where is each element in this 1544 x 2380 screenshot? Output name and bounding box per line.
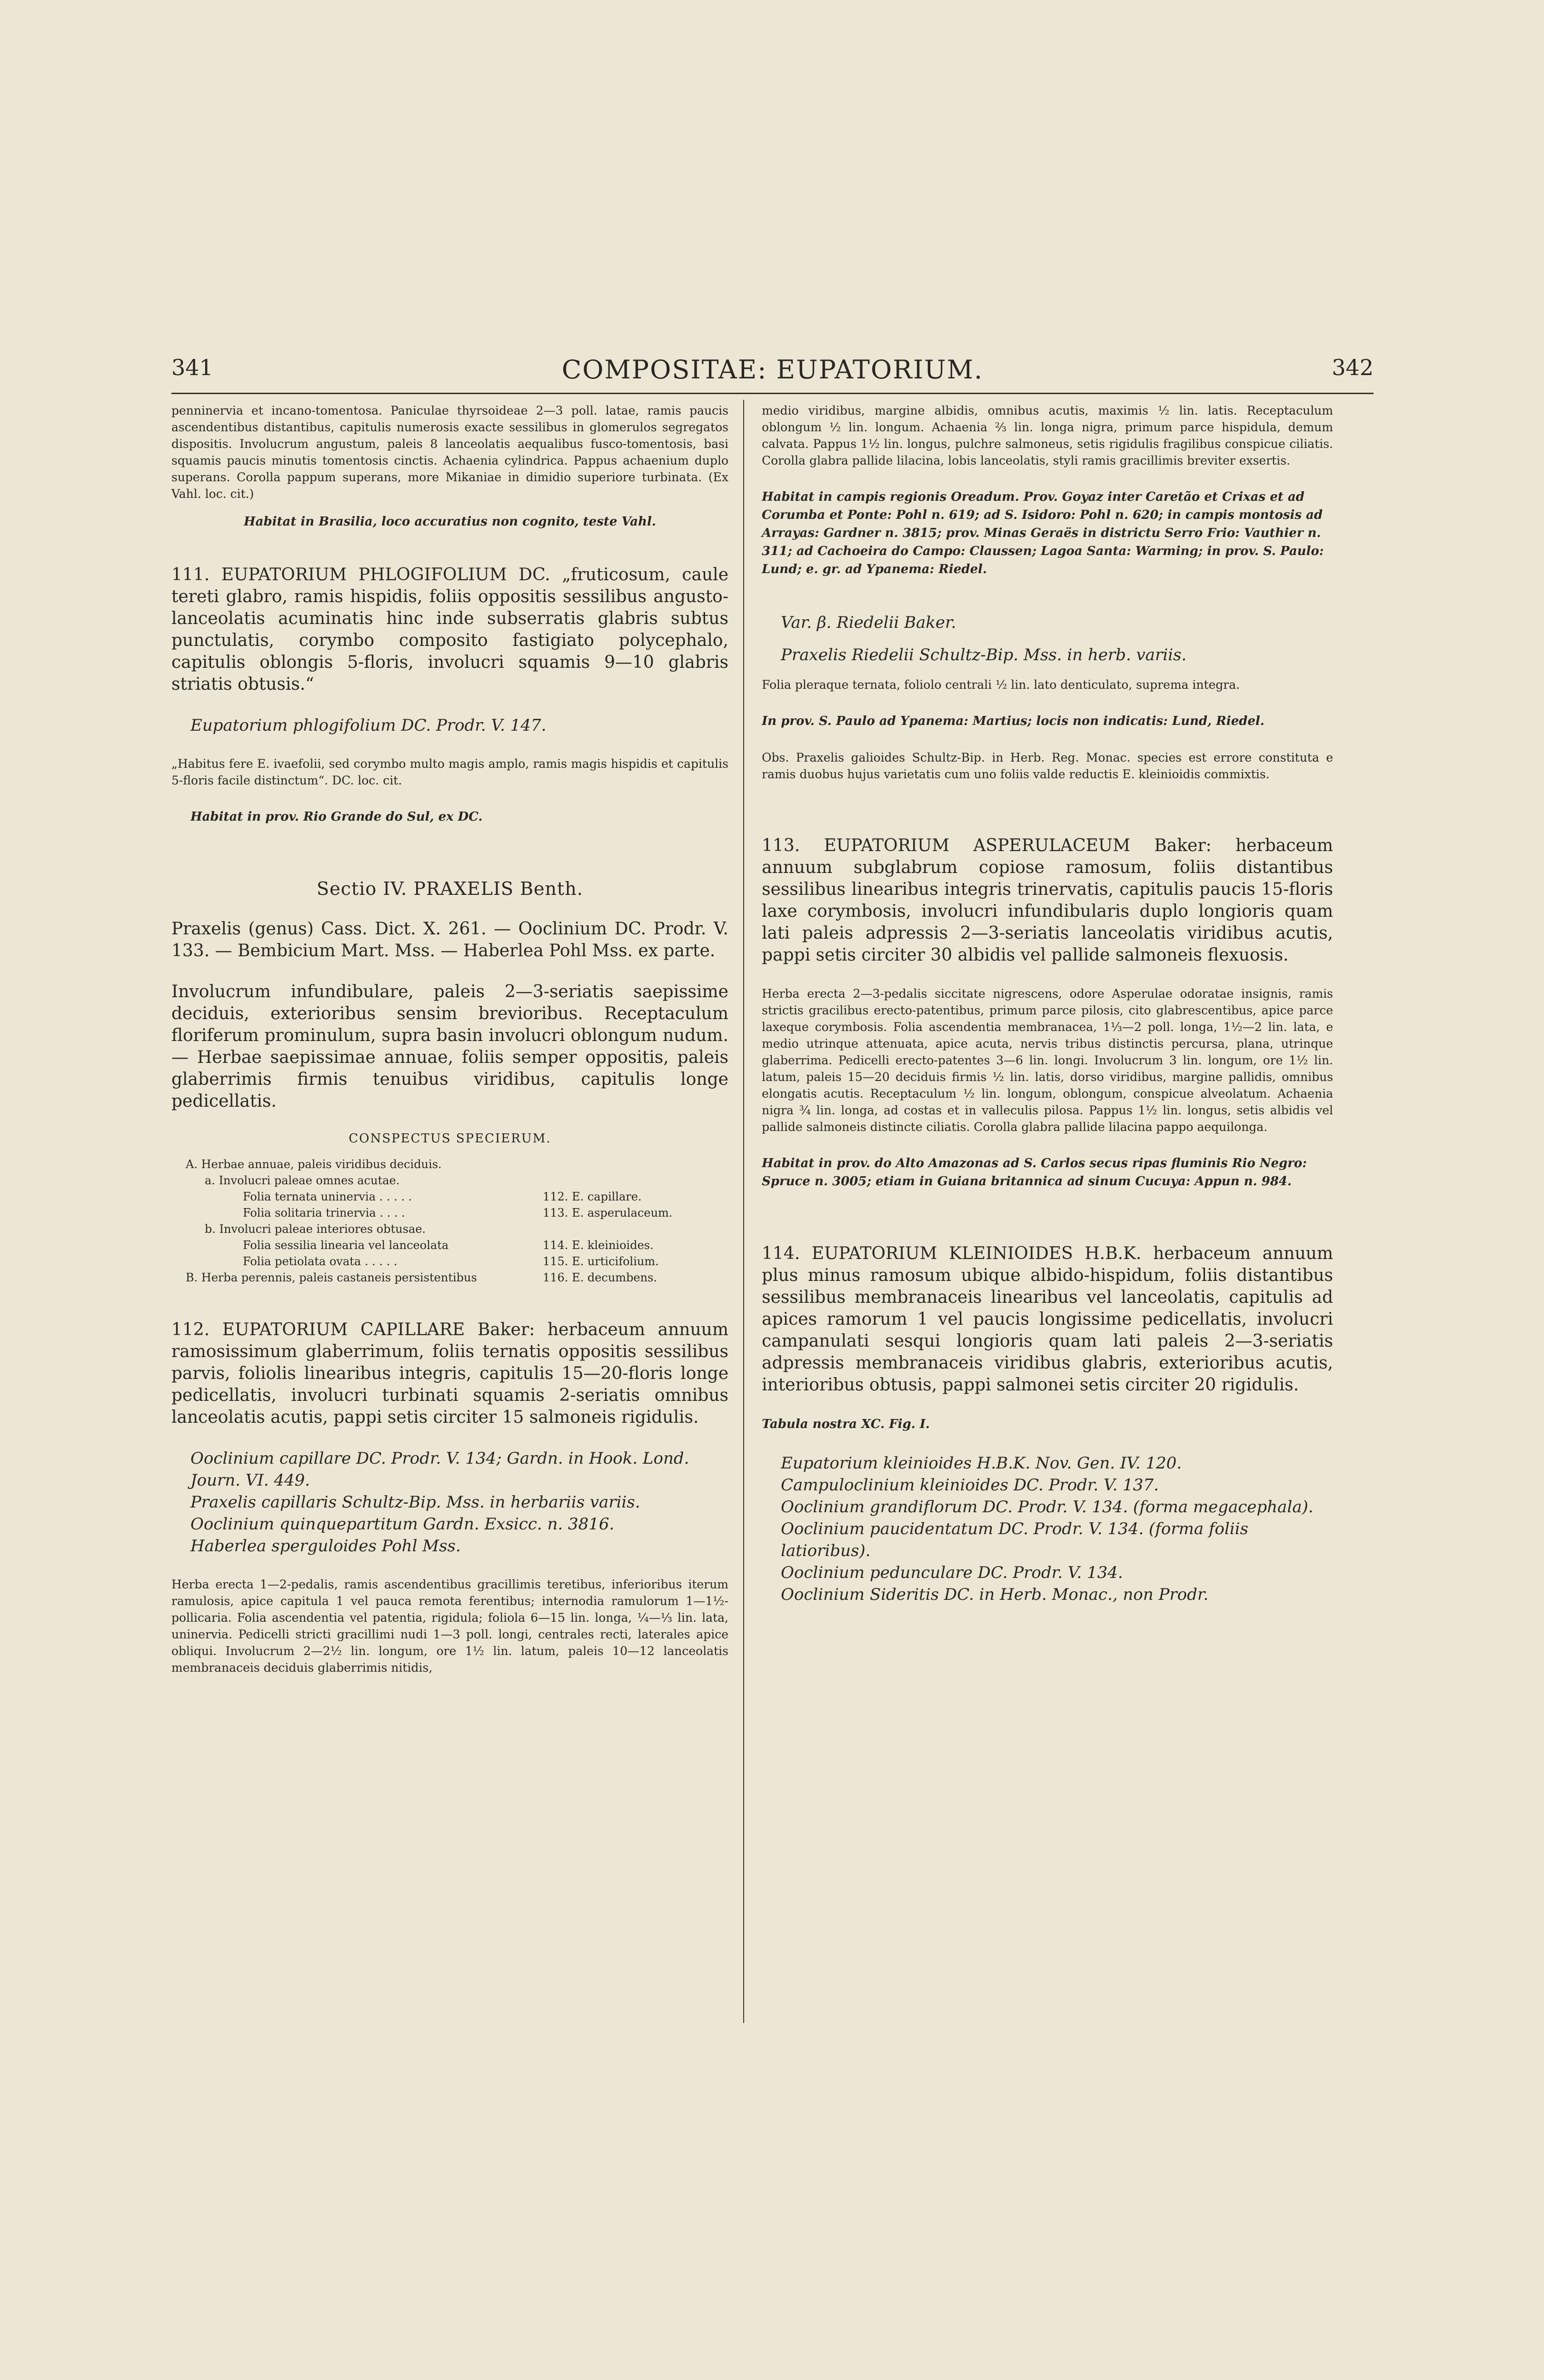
- variety-reference: Praxelis Riedelii Schultz-Bip. Mss. in herb. variis.: [781, 645, 1187, 664]
- species-111-reference: Eupatorium phlogifolium DC. Prodr. V. 147.: [190, 716, 547, 735]
- variety-habitat: In prov. S. Paulo ad Ypanema: Martius; locis non indicatis: Lund, Riedel.: [762, 714, 1265, 728]
- species-112-herba: Herba erecta 1—2-pedalis, ramis ascendentibus gracillimis teretibus, inferioribus iterum ramulosis, apice capitula 1 vel pauca remota ferentibus; internodia ramulorum 1—1½-pollicaria. Folia ascendentia vel patentia, rigidula; foliola 6—15 lin. longa, ¼—⅓ lin. lata, uninervia. Pedicelli stricti gracillimi nudi 1—3 poll. longi, centrales recti, laterales apice obliqui. Involucrum 2—2½ lin. longum, ore 1½ lin. latum, paleis 10—12 lanceolatis membranaceis deciduis glaberrimis nitidis,: [171, 1577, 728, 1675]
- key-line-text: A. Herbae annuae, paleis viridibus deciduis.: [186, 1158, 442, 1171]
- species-112-continuation: medio viridibus, margine albidis, omnibus acutis, maximis ½ lin. latis. Receptaculum oblongum ½ lin. longum. Achaenia ⅔ lin. longa nigra, primum parce hispidula, demum calvata. Pappus 1½ lin. longus, pulchre salmoneus, setis rigidulis fragilibus conspicue ciliatis. Corolla glabra pallide lilacina, lobis lanceolatis, styli ramis gracillimis breviter exsertis.: [762, 404, 1333, 467]
- key-line: [171, 1189, 728, 1205]
- key-line-species: 115. E. urticifolium.: [543, 1255, 659, 1268]
- reference-line: Ooclinium capillare DC. Prodr. V. 134; Gardn. in Hook. Lond. Journ. VI. 449.: [190, 1449, 689, 1490]
- left-column: [171, 402, 728, 1676]
- page-header: [171, 355, 1374, 393]
- species-113-habitat: Habitat in prov. do Alto Amazonas ad S. Carlos secus ripas fluminis Rio Negro: Spruce n. 3005; etiam in Guiana britannica ad sinum Cucuya: Appun n. 984.: [762, 1156, 1307, 1189]
- reference-line: Ooclinium grandiflorum DC. Prodr. V. 134. (forma megacephala).: [781, 1497, 1314, 1517]
- plate-reference: Tabula nostra XC. Fig. I.: [762, 1417, 930, 1431]
- key-line: [171, 1269, 728, 1286]
- page-number-left: 341: [171, 355, 213, 380]
- reference-line: Haberlea spergulοides Pohl Mss.: [190, 1537, 461, 1556]
- species-112-habitat: Habitat in campis regionis Oreadum. Prov. Goyaz inter Caretão et Crixas et ad Corumba et Ponte: Pohl n. 619; ad S. Isidoro: Pohl n. 620; in campis montosis ad Arrayas: Gardner n. 3815; prov. Minas Geraës in districtu Serro Frio: Vauthier n. 311; ad Cachoeira do Campo: Claussen; Lagoa Santa: Warming; in prov. S. Paulo: Lund; e. gr. ad Ypanema: Riedel.: [762, 490, 1324, 576]
- habitat-text: Habitat in Brasilia, loco accuratius non cognito, teste Vahl.: [244, 515, 656, 529]
- right-column: [762, 402, 1333, 1606]
- key-line-species: 114. E. kleinioides.: [543, 1239, 654, 1252]
- reference-line: Praxelis capillaris Schultz-Bip. Mss. in herbariis variis.: [190, 1493, 640, 1512]
- page-number-right: 342: [1332, 355, 1374, 380]
- key-line-species: 113. E. asperulaceum.: [543, 1206, 673, 1220]
- species-114-references: [762, 1452, 1333, 1606]
- reference-line: Campuloclinium kleinioides DC. Prodr. V. 137.: [781, 1476, 1159, 1495]
- key-line-text: Folia sessilia linearia vel lanceolata: [243, 1239, 449, 1252]
- reference-line: Ooclinium pedunculare DC. Prodr. V. 134.: [781, 1563, 1123, 1582]
- key-line: [171, 1253, 728, 1269]
- key-line: [171, 1205, 728, 1221]
- observation-note: Obs. Praxelis galioides Schultz-Bip. in Herb. Reg. Monac. species est errore constituta e ramis duobus hujus varietatis cum uno foliis valde reductis E. kleinioidis commixtis.: [762, 751, 1333, 781]
- species-114-description: 114. EUPATORIUM KLEINIOIDES H.B.K. herbaceum annuum plus minus ramosum ubique albido-hispidum, foliis distantibus sessilibus membranaceis linearibus vel lanceolatis, capitulis ad apices ramorum 1 vel paucis longissime pedicellatis, involucri campanulati sesqui longioris quam lati paleis 2—3-seriatis adpressis membranaceis viridibus glabris, exterioribus acutis, interioribus obtusis, pappi salmonei setis circiter 20 rigidulis.: [762, 1244, 1333, 1395]
- key-line-text: a. Involucri paleae omnes acutae.: [205, 1174, 400, 1187]
- key-line: [171, 1221, 728, 1237]
- conspectus-key: [171, 1156, 728, 1286]
- reference-line: Ooclinium paucidentatum DC. Prodr. V. 134. (forma foliis latioribus).: [781, 1519, 1248, 1560]
- section-title: Sectio IV. PRAXELIS Benth.: [317, 878, 583, 899]
- species-113-herba: Herba erecta 2—3-pedalis siccitate nigrescens, odore Asperulae odoratae insignis, ramis strictis gracilibus erecto-patentibus, primum parce pilosis, cito glabrescentibus, apice parce laxeque corymbosis. Folia ascendentia membranacea, 1⅓—2 poll. longa, 1½—2 lin. lata, e medio utrinque attenuata, apice acuta, nervis tribus distinctis percursa, plana, utrinque glaberrima. Pedicelli erecto-patentes 3—6 lin. longi. Involucrum 3 lin. longum, ore 1½ lin. latum, paleis 15—20 deciduis firmis ½ lin. latis, dorso viridibus, margine pallidis, omnibus elongatis acutis. Receptaculum ½ lin. longum, oblongum, conspicue alveolatum. Achaenia nigra ¾ lin. longa, ad costas et in valleculis pilosa. Pappus 1½ lin. longus, setis albidis vel pallide salmoneis distincte ciliatis. Corolla glabra pallide lilacina pappo aequilonga.: [762, 987, 1333, 1134]
- key-line-text: b. Involucri paleae interiores obtusae.: [205, 1222, 426, 1236]
- key-line: [171, 1172, 728, 1189]
- variety-description: Folia pleraque ternata, foliolo centrali ½ lin. lato denticulato, suprema integra.: [762, 678, 1240, 692]
- reference-line: Ooclinium Sideritis DC. in Herb. Monac., non Prodr.: [781, 1585, 1209, 1604]
- species-112-references: [171, 1448, 728, 1557]
- column-divider: [743, 400, 744, 2023]
- species-113-description: 113. EUPATORIUM ASPERULACEUM Baker: herbaceum annuum subglabrum copiose ramosum, foliis distantibus sessilibus linearibus integris trinervatis, capitulis paucis 15-floris laxe corymbosis, involucri infundibularis duplo longioris quam lati paleis adpressis 2—3-seriatis lanceolatis viridibus acutis, pappi setis circiter 30 albidis vel pallide salmoneis flexuosis.: [762, 836, 1333, 965]
- species-111-habitat: Habitat in prov. Rio Grande do Sul, ex DC.: [190, 810, 483, 824]
- reference-line: Eupatorium kleinioides H.B.K. Nov. Gen. IV. 120.: [781, 1454, 1182, 1473]
- key-line-text: B. Herba perennis, paleis castaneis persistentibus: [186, 1271, 477, 1284]
- section-synonyms: Praxelis (genus) Cass. Dict. X. 261. — Ooclinium DC. Prodr. V. 133. — Bembicium Mart. Mss. — Haberlea Pohl Mss. ex parte.: [171, 919, 728, 961]
- section-description: Involucrum infundibulare, paleis 2—3-seriatis saepissime deciduis, exterioribus sensim brevioribus. Receptaculum floriferum prominulum, supra basin involucri oblongum nudum. — Herbae saepissimae annuae, foliis semper oppositis, paleis glaberrimis firmis tenuibus viridibus, capitulis longe pedicellatis.: [171, 982, 728, 1111]
- running-title: COMPOSITAE: EUPATORIUM.: [561, 355, 984, 385]
- header-rule: [171, 393, 1374, 394]
- key-line: [171, 1237, 728, 1253]
- key-line-text: Folia petiolata ovata . . . . .: [243, 1255, 398, 1268]
- key-line-species: 112. E. capillare.: [543, 1190, 642, 1203]
- species-111-description: 111. EUPATORIUM PHLOGIFOLIUM DC. „fruticosum, caule tereti glabro, ramis hispidis, foliis oppositis sessilibus angusto-lanceolatis acuminatis hinc inde subserratis glabris subtus punctulatis, corymbo composito fastigiato polycephalo, capitulis oblongis 5-floris, involucri squamis 9—10 glabris striatis obtusis.“: [171, 565, 728, 694]
- key-line: [171, 1156, 728, 1172]
- key-line-species: 116. E. decumbens.: [543, 1271, 657, 1284]
- key-line-text: Folia solitaria trinervia . . . .: [243, 1206, 405, 1220]
- variety-title: Var. β. Riedelii Baker.: [781, 613, 956, 632]
- reference-line: Ooclinium quinquepartitum Gardn. Exsicc. n. 3816.: [190, 1515, 615, 1534]
- species-111-habitus: „Habitus fere E. ivaefolii, sed corymbo multo magis amplo, ramis magis hispidis et capitulis 5-floris facile distinctum“. DC. loc. cit.: [171, 757, 728, 787]
- key-line-text: Folia ternata uninervia . . . . .: [243, 1190, 412, 1203]
- conspectus-title: CONSPECTUS SPECIERUM.: [349, 1131, 551, 1146]
- left-continuation-text: penninervia et incano-tomentosa. Paniculae thyrsoideae 2—3 poll. latae, ramis paucis ascendentibus distantibus, capitulis numerosis exacte sessilibus in glomerulos segregatos dispositis. Involucrum angustum, paleis 8 lanceolatis aequalibus fusco-tomentosis, basi squamis paucis minutis tomentosis cinctis. Achaenia cylindrica. Pappus achaenium duplo superans. Corolla pappum superans, more Mikaniae in dimidio superiore turbinata. (Ex Vahl. loc. cit.): [171, 404, 728, 501]
- species-112-description: 112. EUPATORIUM CAPILLARE Baker: herbaceum annuum ramosissimum glaberrimum, foliis ternatis oppositis sessilibus parvis, foliolis linearibus integris, capitulis 15—20-floris longe pedicellatis, involucri turbinati squamis 2-seriatis omnibus lanceolatis acutis, pappi setis circiter 15 salmoneis rigidulis.: [171, 1320, 728, 1427]
